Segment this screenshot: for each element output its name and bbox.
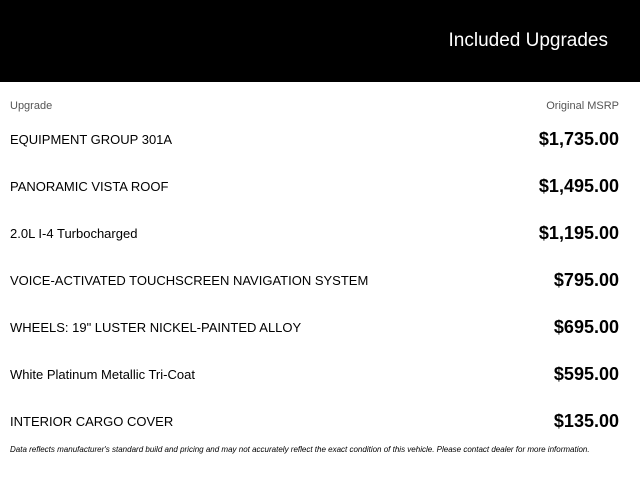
upgrade-column-header: Upgrade — [10, 100, 53, 112]
upgrade-row — [10, 162, 619, 209]
upgrade-price: $1,195.00 — [538, 223, 619, 243]
upgrade-name: INTERIOR CARGO COVER — [10, 414, 174, 429]
upgrade-name: White Platinum Metallic Tri-Coat — [10, 367, 195, 382]
upgrade-row — [10, 256, 619, 303]
page-title: Included Upgrades — [448, 30, 608, 51]
msrp-column-header: Original MSRP — [546, 100, 619, 112]
upgrade-row — [10, 303, 619, 350]
upgrade-row — [10, 350, 619, 397]
upgrade-price: $1,735.00 — [538, 129, 619, 149]
upgrade-price: $135.00 — [553, 411, 619, 431]
column-headers — [10, 99, 619, 113]
upgrade-price: $1,495.00 — [538, 176, 619, 196]
upgrade-price: $595.00 — [553, 364, 619, 384]
upgrade-row — [10, 397, 619, 444]
upgrade-price: $795.00 — [553, 270, 619, 290]
upgrade-name: WHEELS: 19" LUSTER NICKEL-PAINTED ALLOY — [10, 320, 302, 335]
upgrade-price: $695.00 — [553, 317, 619, 337]
upgrade-row — [10, 209, 619, 256]
upgrades-list — [10, 115, 619, 444]
upgrade-row — [10, 115, 619, 162]
header-bar — [0, 0, 640, 82]
upgrade-name: VOICE-ACTIVATED TOUCHSCREEN NAVIGATION SYSTEM — [10, 273, 369, 288]
upgrade-name: EQUIPMENT GROUP 301A — [10, 132, 173, 147]
upgrade-name: 2.0L I-4 Turbocharged — [10, 226, 138, 241]
upgrade-name: PANORAMIC VISTA ROOF — [10, 179, 169, 194]
disclaimer-text: Data reflects manufacturer's standard build and pricing and may not accurately reflect the exact condition of this vehicle. Please contact dealer for more information. — [10, 445, 590, 454]
